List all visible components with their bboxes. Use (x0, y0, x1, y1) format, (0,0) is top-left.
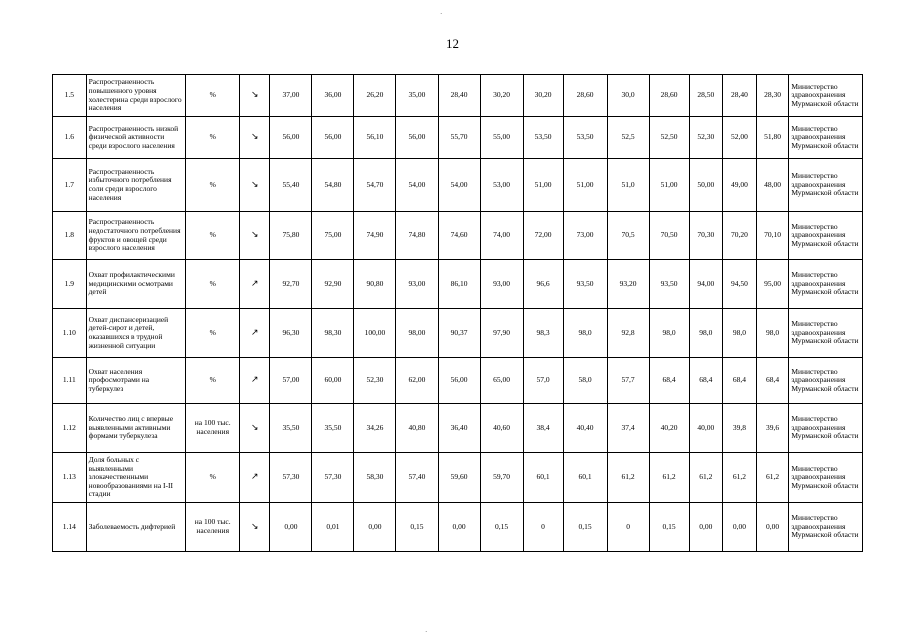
row-number-cell: 1.13 (53, 453, 87, 503)
value-cell: 92,90 (312, 260, 354, 309)
value-cell: 53,50 (563, 117, 607, 159)
value-cell: 53,00 (480, 159, 523, 212)
value-cell: 92,70 (270, 260, 312, 309)
row-number-cell: 1.11 (53, 358, 87, 404)
value-cell: 56,00 (396, 117, 438, 159)
responsible-org-cell: Министерство здравоохранения Мурманской области (789, 159, 863, 212)
value-cell: 57,7 (607, 358, 649, 404)
table-row (53, 260, 863, 309)
value-cell: 90,80 (354, 260, 396, 309)
value-cell: 28,60 (649, 75, 689, 117)
value-cell: 28,40 (438, 75, 480, 117)
value-cell: 57,00 (270, 358, 312, 404)
value-cell: 92,8 (607, 309, 649, 358)
value-cell: 94,50 (723, 260, 757, 309)
value-cell: 95,00 (756, 260, 789, 309)
value-cell: 98,0 (723, 309, 757, 358)
unit-cell: % (186, 75, 240, 117)
value-cell: 68,4 (723, 358, 757, 404)
indicator-name-cell: Охват диспансеризацией детей-сирот и детей, оказавшихся в трудной жизненной ситуации (86, 309, 186, 358)
trend-up-icon: ↗ (239, 260, 269, 309)
value-cell: 54,80 (312, 159, 354, 212)
value-cell: 40,60 (480, 404, 523, 453)
value-cell: 53,50 (523, 117, 563, 159)
unit-cell: % (186, 453, 240, 503)
indicator-name-cell: Распространенность избыточного потребления соли среди взрослого населения (86, 159, 186, 212)
value-cell: 61,2 (723, 453, 757, 503)
scan-speck: · (440, 10, 443, 18)
row-number-cell: 1.7 (53, 159, 87, 212)
value-cell: 52,30 (354, 358, 396, 404)
value-cell: 54,00 (438, 159, 480, 212)
value-cell: 75,00 (312, 212, 354, 260)
responsible-org-cell: Министерство здравоохранения Мурманской области (789, 75, 863, 117)
page-number: 12 (446, 36, 459, 51)
value-cell: 40,20 (649, 404, 689, 453)
value-cell: 96,6 (523, 260, 563, 309)
value-cell: 35,50 (270, 404, 312, 453)
value-cell: 50,00 (689, 159, 723, 212)
value-cell: 59,60 (438, 453, 480, 503)
value-cell: 57,0 (523, 358, 563, 404)
value-cell: 34,26 (354, 404, 396, 453)
value-cell: 52,50 (649, 117, 689, 159)
value-cell: 36,40 (438, 404, 480, 453)
row-number-cell: 1.5 (53, 75, 87, 117)
value-cell: 52,00 (723, 117, 757, 159)
value-cell: 93,20 (607, 260, 649, 309)
value-cell: 39,6 (756, 404, 789, 453)
value-cell: 0,00 (270, 503, 312, 552)
value-cell: 57,30 (312, 453, 354, 503)
indicators-table (52, 74, 863, 552)
row-number-cell: 1.9 (53, 260, 87, 309)
value-cell: 52,30 (689, 117, 723, 159)
unit-cell: на 100 тыс. населения (186, 503, 240, 552)
table-row (53, 212, 863, 260)
row-number-cell: 1.6 (53, 117, 87, 159)
value-cell: 60,1 (523, 453, 563, 503)
responsible-org-cell: Министерство здравоохранения Мурманской области (789, 503, 863, 552)
trend-up-icon: ↗ (239, 453, 269, 503)
value-cell: 0 (607, 503, 649, 552)
value-cell: 57,40 (396, 453, 438, 503)
value-cell: 40,80 (396, 404, 438, 453)
value-cell: 38,4 (523, 404, 563, 453)
value-cell: 90,37 (438, 309, 480, 358)
responsible-org-cell: Министерство здравоохранения Мурманской области (789, 358, 863, 404)
responsible-org-cell: Министерство здравоохранения Мурманской области (789, 260, 863, 309)
value-cell: 58,0 (563, 358, 607, 404)
value-cell: 37,00 (270, 75, 312, 117)
row-number-cell: 1.10 (53, 309, 87, 358)
value-cell: 61,2 (689, 453, 723, 503)
value-cell: 74,00 (480, 212, 523, 260)
value-cell: 98,0 (756, 309, 789, 358)
value-cell: 62,00 (396, 358, 438, 404)
value-cell: 55,70 (438, 117, 480, 159)
value-cell: 56,00 (312, 117, 354, 159)
value-cell: 96,30 (270, 309, 312, 358)
table-row (53, 404, 863, 453)
value-cell: 100,00 (354, 309, 396, 358)
unit-cell: % (186, 212, 240, 260)
value-cell: 98,0 (563, 309, 607, 358)
value-cell: 70,10 (756, 212, 789, 260)
value-cell: 68,4 (649, 358, 689, 404)
value-cell: 28,30 (756, 75, 789, 117)
row-number-cell: 1.8 (53, 212, 87, 260)
table-row (53, 503, 863, 552)
value-cell: 60,1 (563, 453, 607, 503)
unit-cell: на 100 тыс. населения (186, 404, 240, 453)
value-cell: 30,0 (607, 75, 649, 117)
value-cell: 74,60 (438, 212, 480, 260)
value-cell: 0,01 (312, 503, 354, 552)
value-cell: 86,10 (438, 260, 480, 309)
value-cell: 59,70 (480, 453, 523, 503)
value-cell: 75,80 (270, 212, 312, 260)
value-cell: 56,00 (270, 117, 312, 159)
value-cell: 57,30 (270, 453, 312, 503)
responsible-org-cell: Министерство здравоохранения Мурманской области (789, 212, 863, 260)
value-cell: 98,3 (523, 309, 563, 358)
value-cell: 65,00 (480, 358, 523, 404)
value-cell: 40,40 (563, 404, 607, 453)
value-cell: 60,00 (312, 358, 354, 404)
value-cell: 93,00 (396, 260, 438, 309)
value-cell: 0 (523, 503, 563, 552)
unit-cell: % (186, 260, 240, 309)
value-cell: 70,5 (607, 212, 649, 260)
value-cell: 51,80 (756, 117, 789, 159)
value-cell: 30,20 (523, 75, 563, 117)
value-cell: 0,15 (480, 503, 523, 552)
value-cell: 37,4 (607, 404, 649, 453)
value-cell: 70,50 (649, 212, 689, 260)
value-cell: 35,00 (396, 75, 438, 117)
value-cell: 98,00 (396, 309, 438, 358)
trend-down-icon: ↘ (239, 75, 269, 117)
value-cell: 0,00 (689, 503, 723, 552)
unit-cell: % (186, 358, 240, 404)
value-cell: 48,00 (756, 159, 789, 212)
table-row (53, 117, 863, 159)
value-cell: 74,80 (396, 212, 438, 260)
trend-down-icon: ↘ (239, 212, 269, 260)
value-cell: 61,2 (649, 453, 689, 503)
value-cell: 36,00 (312, 75, 354, 117)
scan-speck: · (425, 628, 428, 636)
table-row (53, 75, 863, 117)
indicator-name-cell: Распространенность недостаточного потребления фруктов и овощей среди взрослого населения (86, 212, 186, 260)
value-cell: 0,00 (723, 503, 757, 552)
responsible-org-cell: Министерство здравоохранения Мурманской области (789, 453, 863, 503)
table-row (53, 453, 863, 503)
value-cell: 61,2 (607, 453, 649, 503)
table-row (53, 309, 863, 358)
indicator-name-cell: Распространенность низкой физической активности среди взрослого населения (86, 117, 186, 159)
value-cell: 0,15 (649, 503, 689, 552)
value-cell: 0,00 (756, 503, 789, 552)
table-row (53, 159, 863, 212)
trend-up-icon: ↗ (239, 309, 269, 358)
indicator-name-cell: Количество лиц с впервые выявленными активными формами туберкулеза (86, 404, 186, 453)
value-cell: 54,70 (354, 159, 396, 212)
unit-cell: % (186, 159, 240, 212)
value-cell: 39,8 (723, 404, 757, 453)
value-cell: 93,50 (649, 260, 689, 309)
trend-down-icon: ↘ (239, 404, 269, 453)
value-cell: 56,00 (438, 358, 480, 404)
value-cell: 72,00 (523, 212, 563, 260)
row-number-cell: 1.14 (53, 503, 87, 552)
value-cell: 74,90 (354, 212, 396, 260)
responsible-org-cell: Министерство здравоохранения Мурманской области (789, 117, 863, 159)
value-cell: 68,4 (756, 358, 789, 404)
value-cell: 68,4 (689, 358, 723, 404)
unit-cell: % (186, 309, 240, 358)
value-cell: 58,30 (354, 453, 396, 503)
trend-down-icon: ↘ (239, 503, 269, 552)
value-cell: 98,0 (649, 309, 689, 358)
value-cell: 51,0 (607, 159, 649, 212)
value-cell: 28,60 (563, 75, 607, 117)
value-cell: 73,00 (563, 212, 607, 260)
trend-down-icon: ↘ (239, 159, 269, 212)
value-cell: 98,0 (689, 309, 723, 358)
unit-cell: % (186, 117, 240, 159)
value-cell: 49,00 (723, 159, 757, 212)
indicator-name-cell: Охват населения профосмотрами на туберкулез (86, 358, 186, 404)
value-cell: 93,50 (563, 260, 607, 309)
value-cell: 70,30 (689, 212, 723, 260)
value-cell: 0,15 (396, 503, 438, 552)
table-row (53, 358, 863, 404)
value-cell: 98,30 (312, 309, 354, 358)
value-cell: 0,00 (354, 503, 396, 552)
value-cell: 55,40 (270, 159, 312, 212)
trend-down-icon: ↘ (239, 117, 269, 159)
value-cell: 51,00 (563, 159, 607, 212)
value-cell: 93,00 (480, 260, 523, 309)
row-number-cell: 1.12 (53, 404, 87, 453)
trend-up-icon: ↗ (239, 358, 269, 404)
indicator-name-cell: Распространенность повышенного уровня холестерина среди взрослого населения (86, 75, 186, 117)
value-cell: 56,10 (354, 117, 396, 159)
value-cell: 51,00 (649, 159, 689, 212)
responsible-org-cell: Министерство здравоохранения Мурманской области (789, 309, 863, 358)
indicator-name-cell: Заболеваемость дифтерией (86, 503, 186, 552)
indicator-name-cell: Охват профилактическими медицинскими осмотрами детей (86, 260, 186, 309)
value-cell: 55,00 (480, 117, 523, 159)
value-cell: 30,20 (480, 75, 523, 117)
value-cell: 26,20 (354, 75, 396, 117)
value-cell: 61,2 (756, 453, 789, 503)
value-cell: 40,00 (689, 404, 723, 453)
value-cell: 94,00 (689, 260, 723, 309)
value-cell: 0,00 (438, 503, 480, 552)
value-cell: 70,20 (723, 212, 757, 260)
value-cell: 54,00 (396, 159, 438, 212)
value-cell: 97,90 (480, 309, 523, 358)
value-cell: 51,00 (523, 159, 563, 212)
value-cell: 52,5 (607, 117, 649, 159)
indicator-name-cell: Доля больных с выявленными злокачественными новообразованиями на I-II стадии (86, 453, 186, 503)
responsible-org-cell: Министерство здравоохранения Мурманской области (789, 404, 863, 453)
value-cell: 35,50 (312, 404, 354, 453)
value-cell: 28,50 (689, 75, 723, 117)
value-cell: 0,15 (563, 503, 607, 552)
value-cell: 28,40 (723, 75, 757, 117)
